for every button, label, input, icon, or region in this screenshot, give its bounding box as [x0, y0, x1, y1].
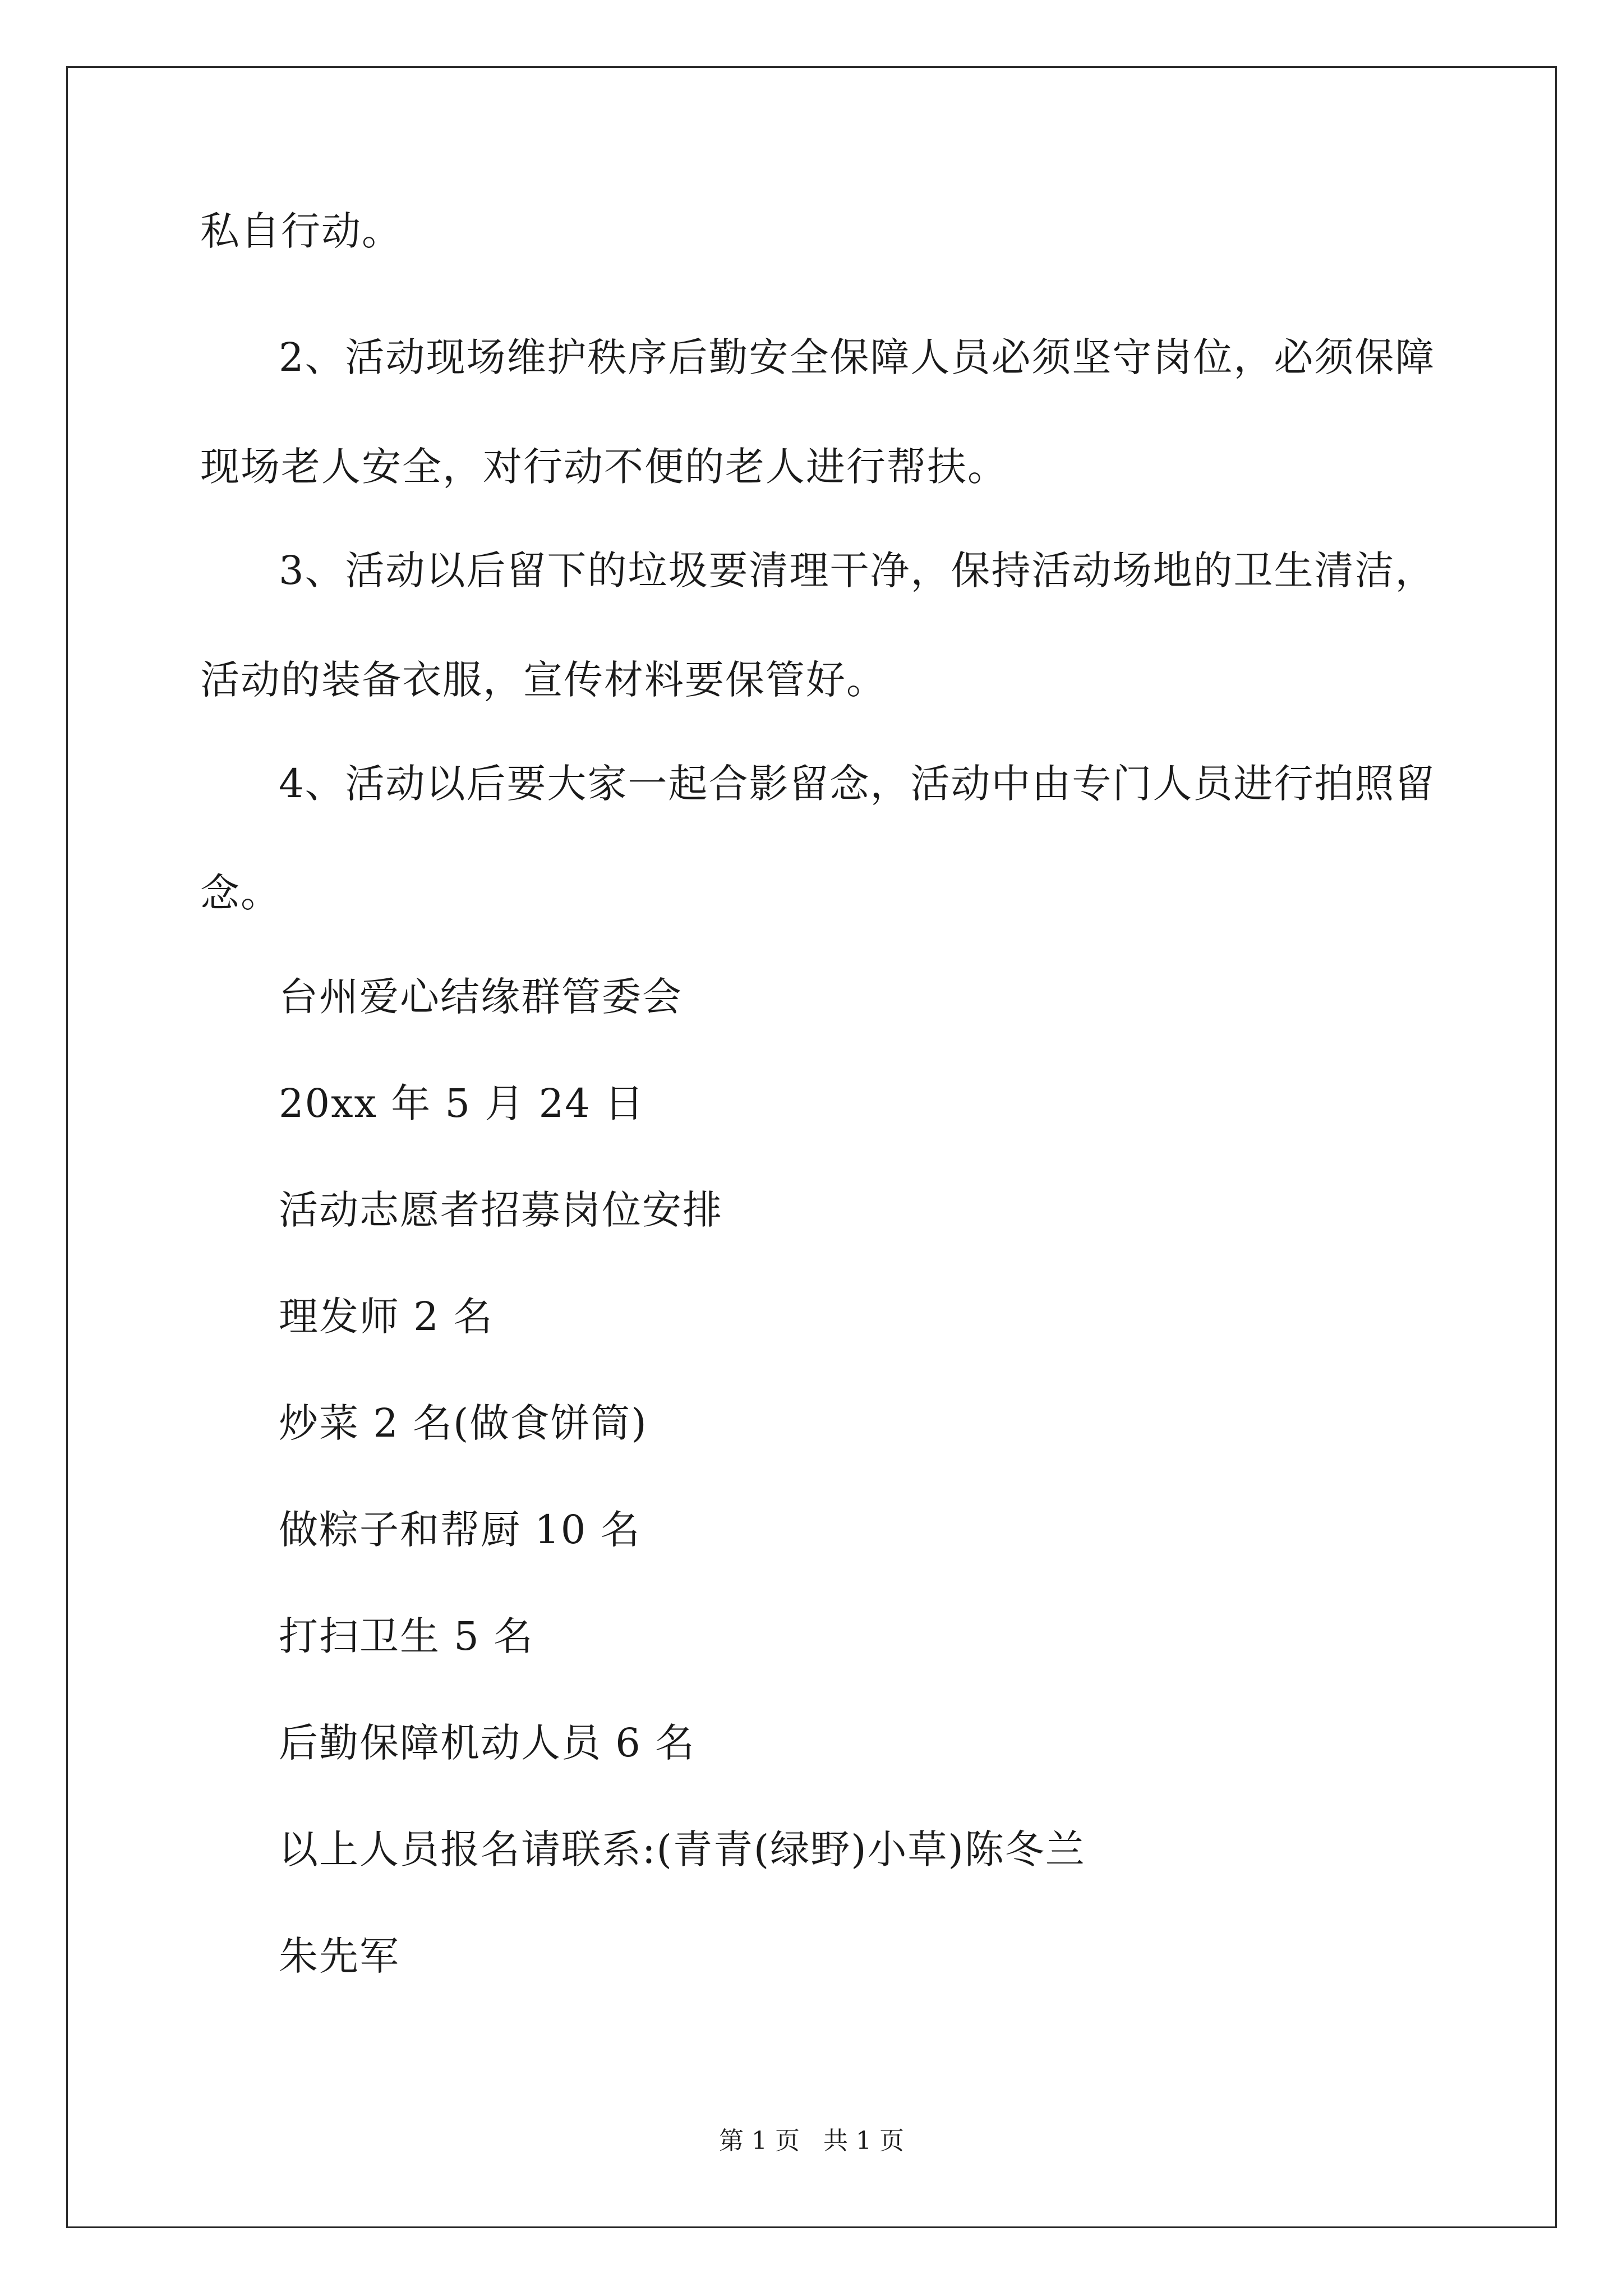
list-item: 理发师 2 名: [279, 1294, 494, 1340]
list-item: 后勤保障机动人员 6 名: [279, 1720, 696, 1766]
paragraph-line: 4、活动以后要大家一起合影留念，活动中由专门人员进行拍照留: [279, 761, 1436, 807]
list-item: 做粽子和帮厨 10 名: [279, 1507, 641, 1553]
signature-date: 20xx 年 5 月 24 日: [279, 1080, 645, 1126]
paragraph-line: 私自行动。: [200, 208, 402, 254]
signature-org: 台州爱心结缘群管委会: [279, 974, 683, 1020]
paragraph-line: 现场老人安全，对行动不便的老人进行帮扶。: [200, 444, 1008, 490]
paragraph-line: 念。: [200, 870, 281, 916]
page-border: [66, 66, 1557, 2228]
page-footer: 第 1 页 共 1 页: [719, 2127, 904, 2155]
contact-name: 朱先军: [279, 1933, 400, 1979]
contact-line: 以上人员报名请联系:(青青(绿野)小草)陈冬兰: [279, 1826, 1086, 1872]
paragraph-line: 活动的装备衣服，宣传材料要保管好。: [200, 657, 887, 703]
list-item: 炒菜 2 名(做食饼筒): [279, 1400, 648, 1446]
paragraph-line: 2、活动现场维护秩序后勤安全保障人员必须坚守岗位，必须保障: [279, 334, 1436, 380]
section-heading: 活动志愿者招募岗位安排: [279, 1187, 723, 1233]
paragraph-line: 3、活动以后留下的垃圾要清理干净，保持活动场地的卫生清洁，: [279, 547, 1436, 593]
list-item: 打扫卫生 5 名: [279, 1613, 534, 1659]
